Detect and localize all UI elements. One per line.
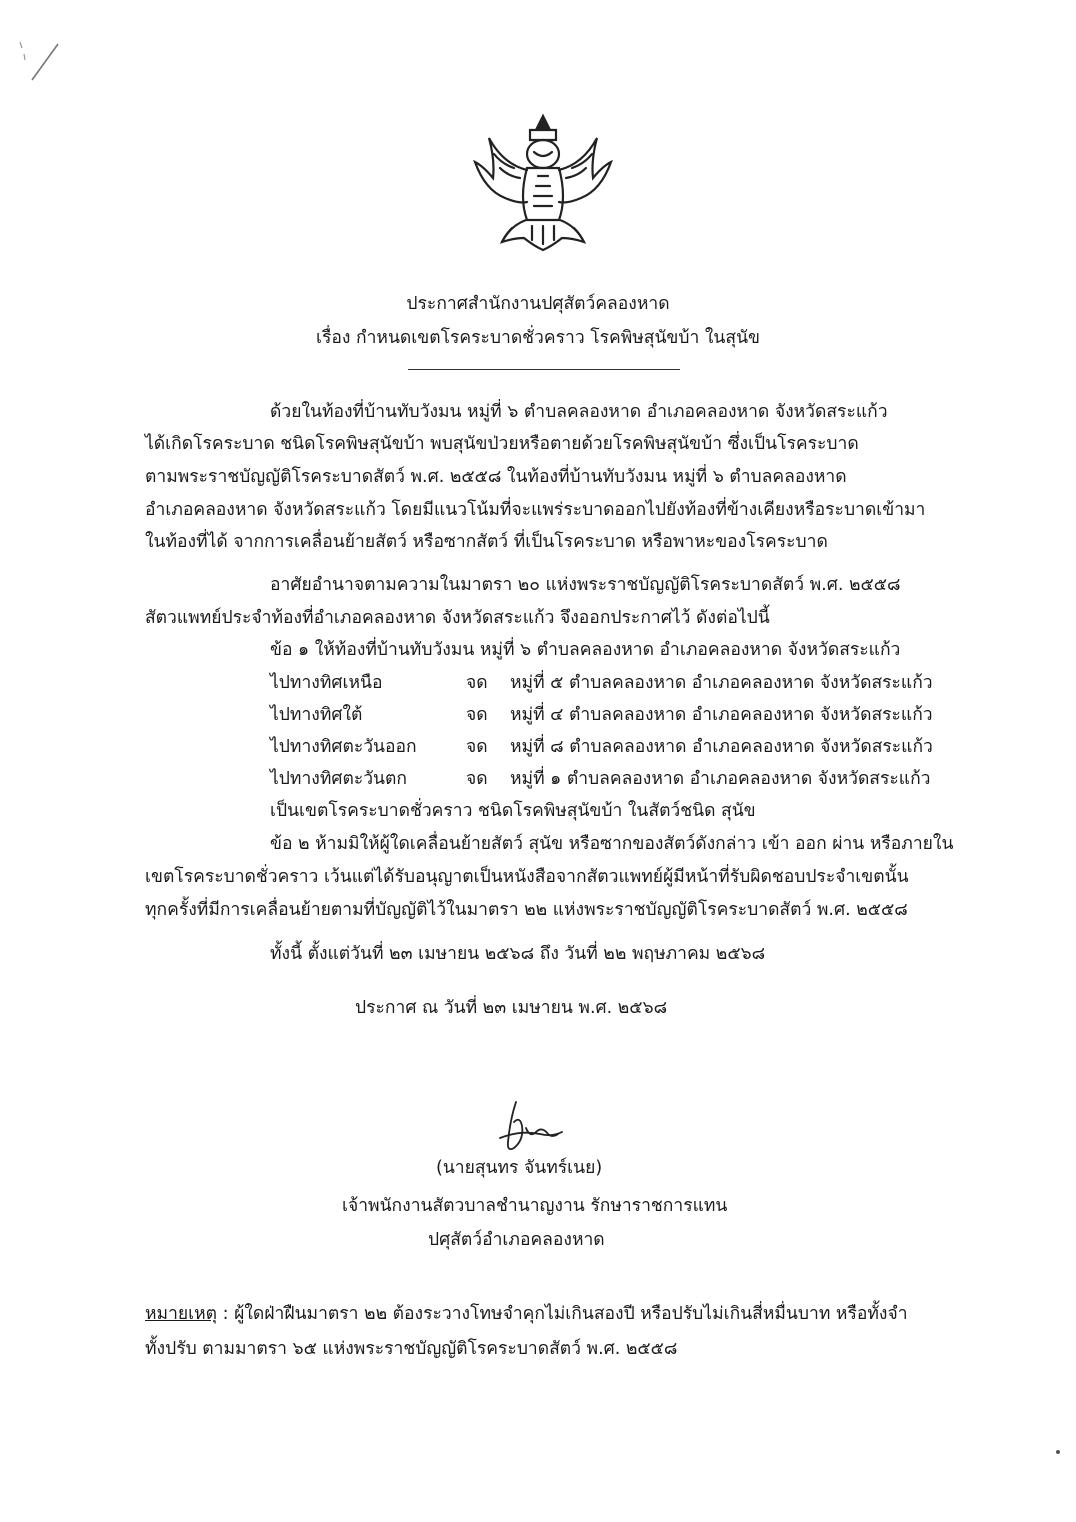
document-title: ประกาศสำนักงานปศุสัตว์คลองหาด	[406, 294, 670, 314]
scan-speck	[1056, 1450, 1060, 1454]
clause-1: ข้อ ๑ ให้ท้องที่บ้านทับวังมน หมู่ที่ ๖ ตำบลคลองหาด อำเภอคลองหาด จังหวัดสระแก้ว	[270, 640, 901, 660]
direction-place: หมู่ที่ ๕ ตำบลคลองหาด อำเภอคลองหาด จังหวัดสระแก้ว	[510, 673, 933, 693]
zone-line: เป็นเขตโรคระบาดชั่วคราว ชนิดโรคพิษสุนัขบ้า ในสัตว์ชนิด สุนัข	[270, 801, 756, 821]
para1-line: ด้วยในท้องที่บ้านทับวังมน หมู่ที่ ๖ ตำบลคลองหาด อำเภอคลองหาด จังหวัดสระแก้ว	[270, 402, 888, 422]
clause-2-line: ทุกครั้งที่มีการเคลื่อนย้ายตามที่บัญญัติไว้ในมาตรา ๒๒ แห่งพระราชบัญญัติโรคระบาดสัตว์ พ.ศ. ๒๕๕๘	[145, 900, 908, 920]
note-label: หมายเหตุ	[145, 1304, 218, 1324]
handwritten-signature	[486, 1098, 576, 1160]
direction-place: หมู่ที่ ๑ ตำบลคลองหาด อำเภอคลองหาด จังหวัดสระแก้ว	[510, 769, 931, 789]
signer-office: ปศุสัตว์อำเภอคลองหาด	[428, 1230, 605, 1250]
para1-line: อำเภอคลองหาด จังหวัดสระแก้ว โดยมีแนวโน้มที่จะแพร่ระบาดออกไปยังท้องที่ข้างเคียงหรือระบาดเข้ามา	[145, 500, 926, 520]
direction-label: ไปทางทิศตะวันออก	[270, 737, 417, 757]
para1-line: ตามพระราชบัญญัติโรคระบาดสัตว์ พ.ศ. ๒๕๕๘ ในท้องที่บ้านทับวังมน หมู่ที่ ๖ ตำบลคลองหาด	[145, 467, 847, 487]
direction-jod: จด	[466, 673, 488, 693]
clause-2-line: ข้อ ๒ ห้ามมิให้ผู้ใดเคลื่อนย้ายสัตว์ สุนัข หรือซากของสัตว์ดังกล่าว เข้า ออก ผ่าน หรือภายใน	[270, 834, 954, 854]
direction-place: หมู่ที่ ๘ ตำบลคลองหาด อำเภอคลองหาด จังหวัดสระแก้ว	[510, 737, 933, 757]
document-subject: เรื่อง กำหนดเขตโรคระบาดชั่วคราว โรคพิษสุนัขบ้า ในสุนัข	[315, 328, 761, 348]
clause-2-line: เขตโรคระบาดชั่วคราว เว้นแต่ได้รับอนุญาตเป็นหนังสือจากสัตวแพทย์ผู้มีหน้าที่รับผิดชอบประจำเขตนั้น	[145, 867, 909, 887]
pencil-mark-icon	[18, 38, 64, 88]
garuda-emblem-icon	[468, 108, 618, 254]
para1-line: ในท้องที่ได้ จากการเคลื่อนย้ายสัตว์ หรือซากสัตว์ ที่เป็นโรคระบาด หรือพาหะของโรคระบาด	[145, 532, 828, 552]
signer-name: (นายสุนทร จันทร์เนย)	[436, 1158, 603, 1178]
signer-position: เจ้าพนักงานสัตวบาลชำนาญงาน รักษาราชการแทน	[342, 1196, 728, 1216]
direction-label: ไปทางทิศตะวันตก	[270, 769, 407, 789]
direction-jod: จด	[466, 769, 488, 789]
note-line	[145, 1302, 908, 1326]
direction-jod: จด	[466, 705, 488, 725]
direction-label: ไปทางทิศใต้	[270, 705, 363, 725]
para2-line: สัตวแพทย์ประจำท้องที่อำเภอคลองหาด จังหวัดสระแก้ว จึงออกประกาศไว้ ดังต่อไปนี้	[145, 608, 770, 628]
direction-place: หมู่ที่ ๔ ตำบลคลองหาด อำเภอคลองหาด จังหวัดสระแก้ว	[510, 705, 933, 725]
direction-jod: จด	[466, 737, 488, 757]
direction-label: ไปทางทิศเหนือ	[270, 673, 383, 693]
title-divider	[408, 369, 680, 370]
period-line: ทั้งนี้ ตั้งแต่วันที่ ๒๓ เมษายน ๒๕๖๘ ถึง วันที่ ๒๒ พฤษภาคม ๒๕๖๘	[270, 944, 766, 964]
note-line: ทั้งปรับ ตามมาตรา ๖๕ แห่งพระราชบัญญัติโรคระบาดสัตว์ พ.ศ. ๒๕๕๘	[145, 1339, 678, 1359]
note-text: : ผู้ใดฝ่าฝืนมาตรา ๒๒ ต้องระวางโทษจำคุกไม่เกินสองปี หรือปรับไม่เกินสี่หมื่นบาท หรือทั้งจำ	[217, 1304, 908, 1324]
para2-line: อาศัยอำนาจตามความในมาตรา ๒๐ แห่งพระราชบัญญัติโรคระบาดสัตว์ พ.ศ. ๒๕๕๘	[270, 575, 901, 595]
para1-line: ได้เกิดโรคระบาด ชนิดโรคพิษสุนัขบ้า พบสุนัขป่วยหรือตายด้วยโรคพิษสุนัขบ้า ซึ่งเป็นโรคระบาด	[145, 434, 859, 454]
announce-date: ประกาศ ณ วันที่ ๒๓ เมษายน พ.ศ. ๒๕๖๘	[355, 998, 668, 1018]
